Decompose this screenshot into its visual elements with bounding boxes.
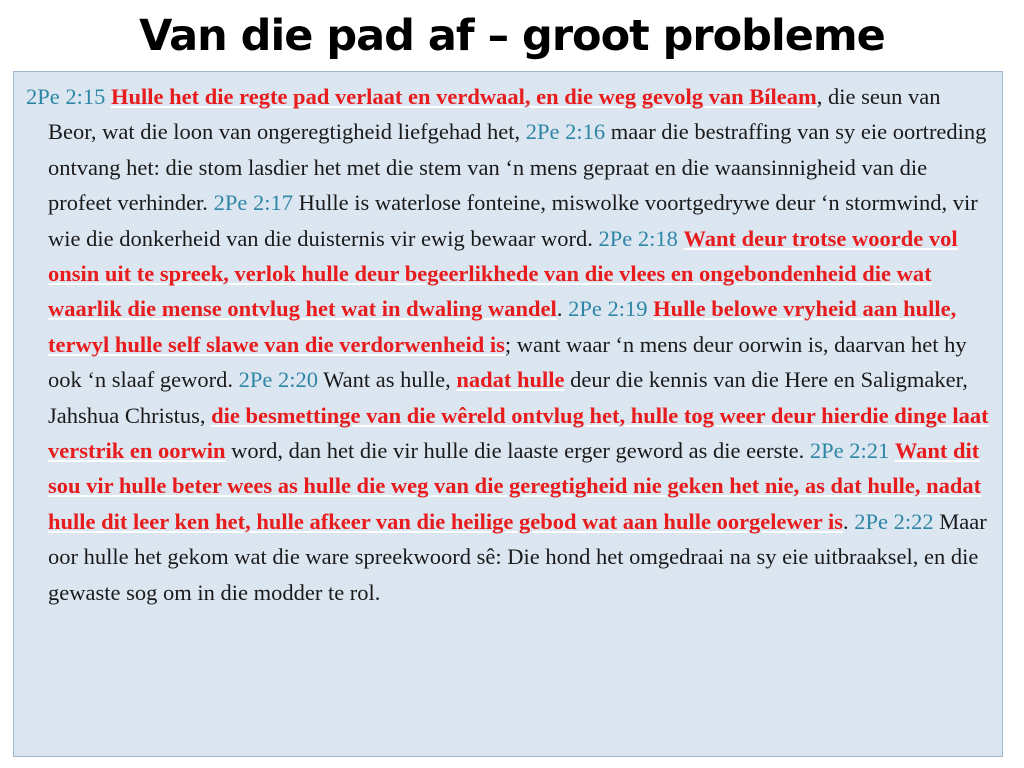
verse-text-run: . — [556, 296, 569, 322]
verse-text-run: Maar oor hulle het gekom wat die ware spreekwoord sê: Die hond het omgedraai na sy eie uitbraaksel, en die gewaste sog om in die modder te rol. — [48, 508, 987, 605]
verse-text-run: maar die bestraffing van sy eie oortreding ontvang het: die stom lasdier het met die stem van ‘n mens gepraat en die waansinnigheid van die profeet verhinder. — [48, 119, 987, 216]
verse-reference: 2Pe 2:19 — [568, 296, 654, 322]
verse-text-run: Hulle is waterlose fonteine, miswolke voortgedrywe deur ‘n stormwind, vir wie die donkerheid van die duisternis vir ewig bewaar word. — [48, 190, 978, 251]
highlighted-phrase: die besmettinge van die wêreld ontvlug het, hulle tog weer deur hierdie dinge laat verstrik en oorwin — [48, 402, 989, 464]
verse-reference: 2Pe 2:15 — [26, 84, 112, 109]
verse-text-run: . — [842, 508, 855, 534]
highlighted-phrase: Want deur trotse woorde vol onsin uit te spreek, verlok hulle deur begeerlikhede van die vlees en ongebondenheid die wat waarlik die mense ontvlug het wat in dwaling wandel — [48, 225, 958, 322]
scripture-passage — [26, 79, 992, 610]
verse-reference: 2Pe 2:21 — [809, 438, 890, 464]
verse-text-run: Want as hulle, — [317, 367, 457, 393]
highlighted-phrase: Want dit sou vir hulle beter wees as hulle die weg van die geregtigheid nie geken het nie, as dat hulle, nadat hulle dit leer ken het, hulle afkeer van die heilige gebod wat aan hulle oorgelewer is — [48, 438, 982, 534]
verse-reference: 2Pe 2:22 — [854, 508, 934, 534]
highlighted-phrase: nadat hulle — [456, 367, 565, 393]
verse-reference: 2Pe 2:18 — [598, 225, 684, 251]
verse-text-run: , die seun van Beor, wat die loon van ongeregtigheid liefgehad het, — [48, 84, 941, 145]
verse-text-run: deur die kennis van die Here en Saligmaker, Jahshua Christus, — [48, 367, 968, 428]
verse-reference: 2Pe 2:16 — [525, 119, 606, 145]
highlighted-phrase: Hulle het die regte pad verlaat en verdwaal, en die weg gevolg van Bíleam — [111, 84, 817, 109]
verse-reference: 2Pe 2:17 — [213, 190, 293, 216]
slide-title: Van die pad af – groot probleme — [139, 11, 885, 61]
scripture-textbox[interactable] — [13, 71, 1003, 757]
verse-text-run: ; want waar ‘n mens deur oorwin is, daarvan het hy ook ‘n slaaf geword. — [48, 331, 967, 393]
highlighted-phrase: Hulle belowe vryheid aan hulle, terwyl hulle self slawe van die verdorwenheid is — [48, 296, 957, 357]
verse-reference: 2Pe 2:20 — [238, 367, 318, 393]
verse-text-run: word, dan het die vir hulle die laaste erger geword as die eerste. — [225, 438, 810, 464]
